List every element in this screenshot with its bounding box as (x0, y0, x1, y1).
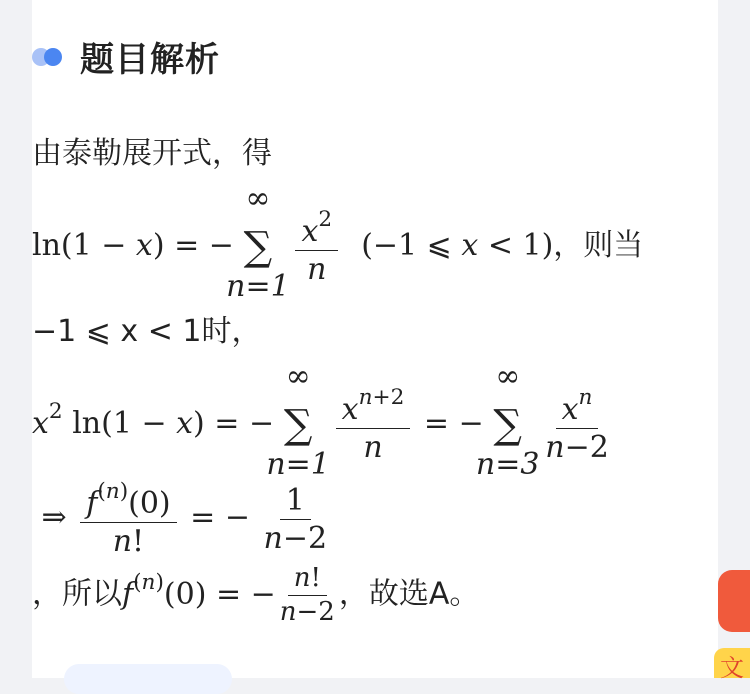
formula-line-1: ln(1 − x) = − ∞ ∑ n=1 $\frac{x^2}{n}$ (−1 ⩽ x < 1)，则当 (32, 180, 644, 304)
conclusion-prefix: ，所以 (32, 576, 122, 612)
floating-badge[interactable] (708, 560, 750, 682)
section-title: 题目解析 (80, 39, 220, 80)
badge-label: 文 (714, 648, 750, 678)
formula-line-2: $x^2$ ln(1 − x) = − ∞ ∑ n=1 $\frac{x^{n+2}}{n}$ = − ∞ ∑ n=3 $\frac{x^n}{n-2}$ (32, 358, 609, 482)
intro-text: 由泰勒展开式，得 (32, 136, 272, 171)
section-header (32, 32, 220, 80)
range-text: −1 ⩽ x < 1时， (32, 314, 262, 349)
conclusion-suffix: ，故选A。 (338, 576, 480, 612)
dots-icon (32, 45, 66, 67)
formula-line-3: ⇒ $\frac{f^{(n)}(0)}{n!}$ = − $\frac{1}{n-2}$ (32, 479, 328, 560)
conclusion-line: ，所以$f^{(n)}(0)$ = − $\frac{n!}{n-2}$ ，故选A。 (32, 563, 480, 627)
expand-button[interactable] (64, 664, 232, 694)
badge-icon (718, 570, 750, 632)
then-text: ，则当 (553, 228, 644, 264)
